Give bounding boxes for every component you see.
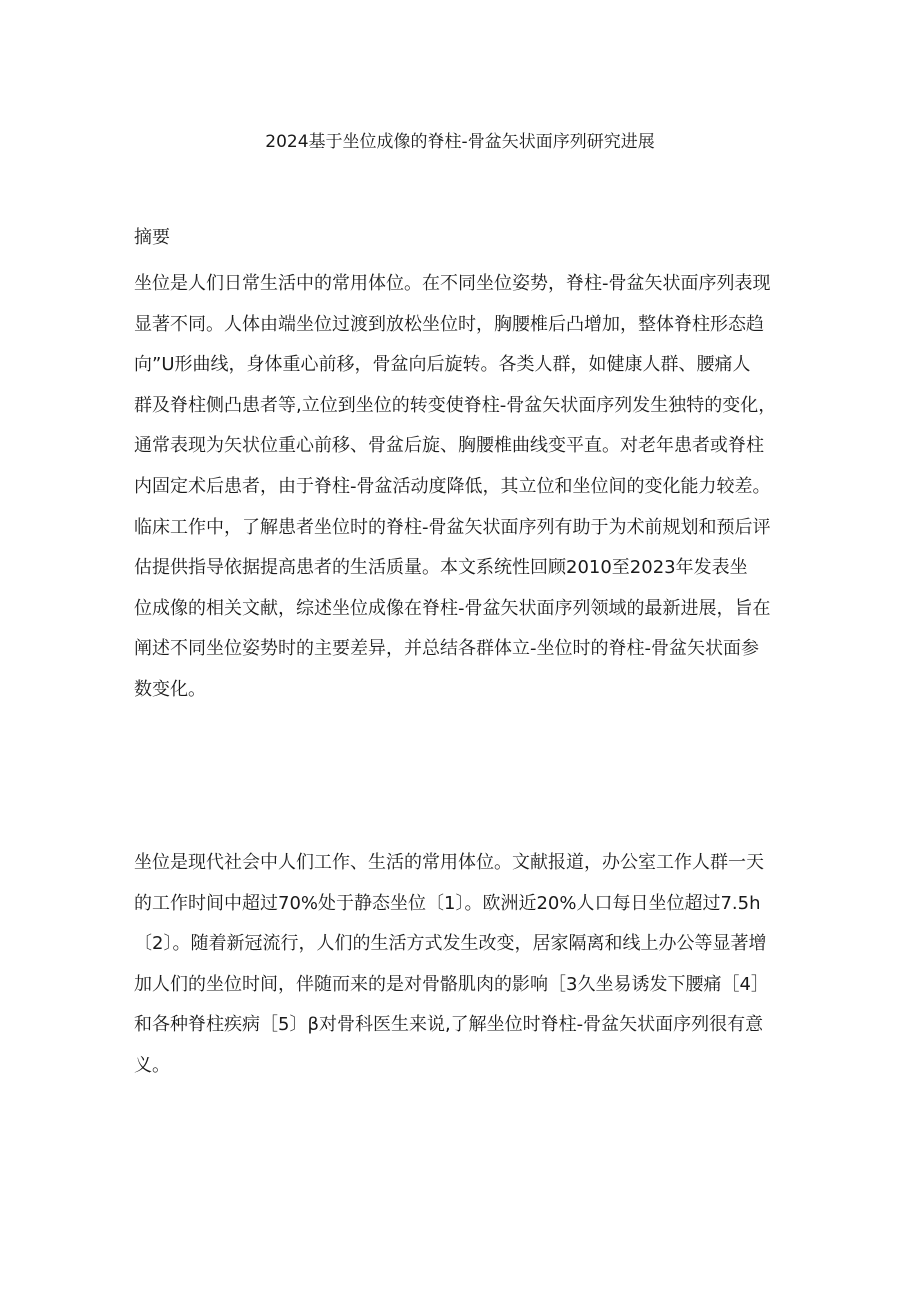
body-line: 加人们的坐位时间，伴随而来的是对骨骼肌肉的影响［3久坐易诱发下腰痛［4］ [134,973,769,995]
abstract-line: 位成像的相关文献，综述坐位成像在脊柱-骨盆矢状面序列领域的最新进展，旨在 [134,597,771,619]
abstract-line: 显著不同。人体由端坐位过渡到放松坐位时，胸腰椎后凸增加，整体脊柱形态趋 [134,313,764,335]
abstract-line: 群及脊柱侧凸患者等,立位到坐位的转变使脊柱-骨盆矢状面序列发生独特的变化， [134,394,777,416]
abstract-line: 内固定术后患者，由于脊柱-骨盆活动度降低，其立位和坐位间的变化能力较差。 [134,475,771,497]
abstract-line: 坐位是人们日常生活中的常用体位。在不同坐位姿势，脊柱-骨盆矢状面序列表现 [134,273,771,294]
body-line: 和各种脊柱疾病［5〕β对骨科医生来说,了解坐位时脊柱-骨盆矢状面序列很有意 [134,1014,764,1036]
abstract-line: 通常表现为矢状位重心前移、骨盆后旋、胸腰椎曲线变平直。对老年患者或脊柱 [134,435,764,457]
abstract-heading: 摘要 [134,227,170,248]
abstract-line: 阐述不同坐位姿势时的主要差异，并总结各群体立-坐位时的脊柱-骨盆矢状面参 [134,638,759,660]
body-line: 义。 [134,1054,170,1076]
body-line: 的工作时间中超过70%处于静态坐位〔1〕。欧洲近20%人口每日坐位超过7.5h [134,892,761,914]
body-line: 坐位是现代社会中人们工作、生活的常用体位。文献报道，办公室工作人群一天 [134,852,764,873]
abstract-line: 向”U形曲线，身体重心前移，骨盆向后旋转。各类人群，如健康人群、腰痛人 [134,354,751,376]
body-paragraph [134,843,794,1087]
abstract-line: 估提供指导依据提高患者的生活质量。本文系统性回顾2010至2023年发表坐 [134,557,748,579]
abstract-line: 数变化。 [134,678,206,700]
abstract-paragraph [134,264,794,711]
body-line: 〔2〕。随着新冠流行，人们的生活方式发生改变，居家隔离和线上办公等显著增 [134,933,767,955]
document-title: 2024基于坐位成像的脊柱-骨盆矢状面序列研究进展 [265,132,655,152]
abstract-line: 临床工作中，了解患者坐位时的脊柱-骨盆矢状面序列有助于为术前规划和预后评 [134,516,771,538]
